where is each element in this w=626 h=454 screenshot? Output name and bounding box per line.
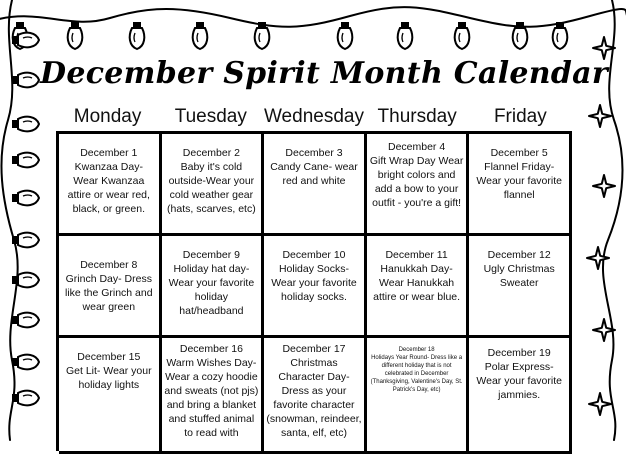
sparkle-star-icon	[593, 175, 615, 197]
weekday-header-row	[56, 103, 572, 131]
cell-date: December 15	[77, 351, 141, 363]
cell-description: Ugly Christmas Sweater	[483, 263, 555, 289]
cell-date: December 5	[490, 147, 548, 159]
cell-description: Flannel Friday- Wear your favorite flannel	[476, 161, 562, 201]
weekday-wednesday: Wednesday	[263, 106, 364, 127]
cell-date: December 16	[179, 343, 243, 355]
calendar-cell	[264, 338, 367, 454]
calendar-cell	[367, 338, 470, 454]
light-bulb-icon	[12, 355, 39, 370]
cell-date: December 3	[285, 147, 343, 159]
cell-description: Warm Wishes Day- Wear a cozy hoodie and sweats (not pjs) and bring a blanket and stuffed animal to read with	[164, 357, 259, 439]
calendar-cell	[264, 134, 367, 236]
light-wire-top	[0, 7, 626, 27]
light-bulb-icon	[398, 22, 413, 49]
sparkle-star-icon	[589, 105, 611, 127]
calendar-cell	[162, 338, 265, 454]
calendar-cell	[264, 236, 367, 338]
weekday-monday: Monday	[73, 106, 142, 127]
page-title: December Spirit Month Calendar	[40, 56, 609, 91]
cell-date: December 8	[80, 258, 138, 271]
weekday-friday: Friday	[493, 106, 547, 127]
cell-description: Candy Cane- wear red and white	[270, 161, 358, 187]
calendar-cell	[469, 236, 572, 338]
calendar-cell	[162, 134, 265, 236]
calendar-cell	[469, 338, 572, 454]
cell-description: Polar Express- Wear your favorite jammies.	[476, 361, 562, 401]
cell-description: Christmas Character Day- Dress as your favorite character (snowman, reindeer, santa, elf, etc)	[266, 357, 362, 439]
cell-description: Gift Wrap Day Wear bright colors and add a bow to your outfit - you're a gift!	[369, 155, 464, 209]
cell-date: December 18	[398, 347, 435, 353]
calendar-cell	[59, 134, 162, 236]
light-bulb-icon	[12, 153, 39, 168]
light-wire-left	[1, 0, 17, 440]
cell-description: Baby it's cold outside-Wear your cold weather gear (hats, scarves, etc)	[167, 161, 256, 215]
cell-date: December 12	[487, 249, 551, 261]
calendar-cell	[162, 236, 265, 338]
light-bulb-icon	[553, 22, 568, 49]
light-bulb-icon	[12, 391, 39, 406]
cell-date: December 4	[387, 141, 446, 153]
cell-description: Holidays Year Round- Dress like a different holiday that is not celebrated in December (Thanksgiving, Valentine's Day, St. Patrick's Day, etc)	[370, 355, 463, 393]
cell-date: December 1	[80, 147, 138, 159]
cell-date: December 11	[385, 249, 448, 261]
cell-date: December 10	[282, 249, 346, 261]
calendar-cell	[469, 134, 572, 236]
cell-description: Grinch Day- Dress like the Grinch and wear green	[65, 272, 153, 313]
calendar-cell	[367, 134, 470, 236]
sparkle-star-icon	[589, 393, 611, 415]
light-bulb-icon	[12, 73, 39, 88]
cell-date: December 2	[182, 147, 240, 159]
cell-description: Get Lit- Wear your holiday lights	[66, 365, 152, 391]
weekday-tuesday: Tuesday	[174, 106, 247, 127]
calendar-cell	[367, 236, 470, 338]
cell-description: Holiday hat day- Wear your favorite holiday hat/headband	[168, 263, 255, 317]
light-bulb-icon	[130, 22, 145, 49]
light-bulb-icon	[68, 22, 83, 49]
calendar-cell	[59, 236, 162, 338]
light-bulb-icon	[12, 191, 39, 206]
cell-description: Hanukkah Day- Wear Hanukkah attire or wear blue.	[373, 263, 461, 303]
calendar-grid	[56, 131, 572, 451]
light-bulb-icon	[12, 117, 39, 132]
cell-date: December 9	[182, 249, 240, 261]
calendar-cell	[59, 338, 162, 454]
cell-date: December 19	[487, 347, 551, 359]
light-bulb-icon	[455, 22, 470, 49]
cell-description: Holiday Socks- Wear your favorite holiday socks.	[271, 263, 357, 303]
cell-description: Kwanzaa Day- Wear Kwanzaa attire or wear red, black, or green.	[67, 161, 150, 215]
light-bulb-icon	[193, 22, 208, 49]
light-bulb-icon	[12, 313, 39, 328]
weekday-thursday: Thursday	[377, 106, 457, 127]
light-bulb-icon	[338, 22, 353, 49]
cell-date: December 17	[282, 343, 346, 355]
